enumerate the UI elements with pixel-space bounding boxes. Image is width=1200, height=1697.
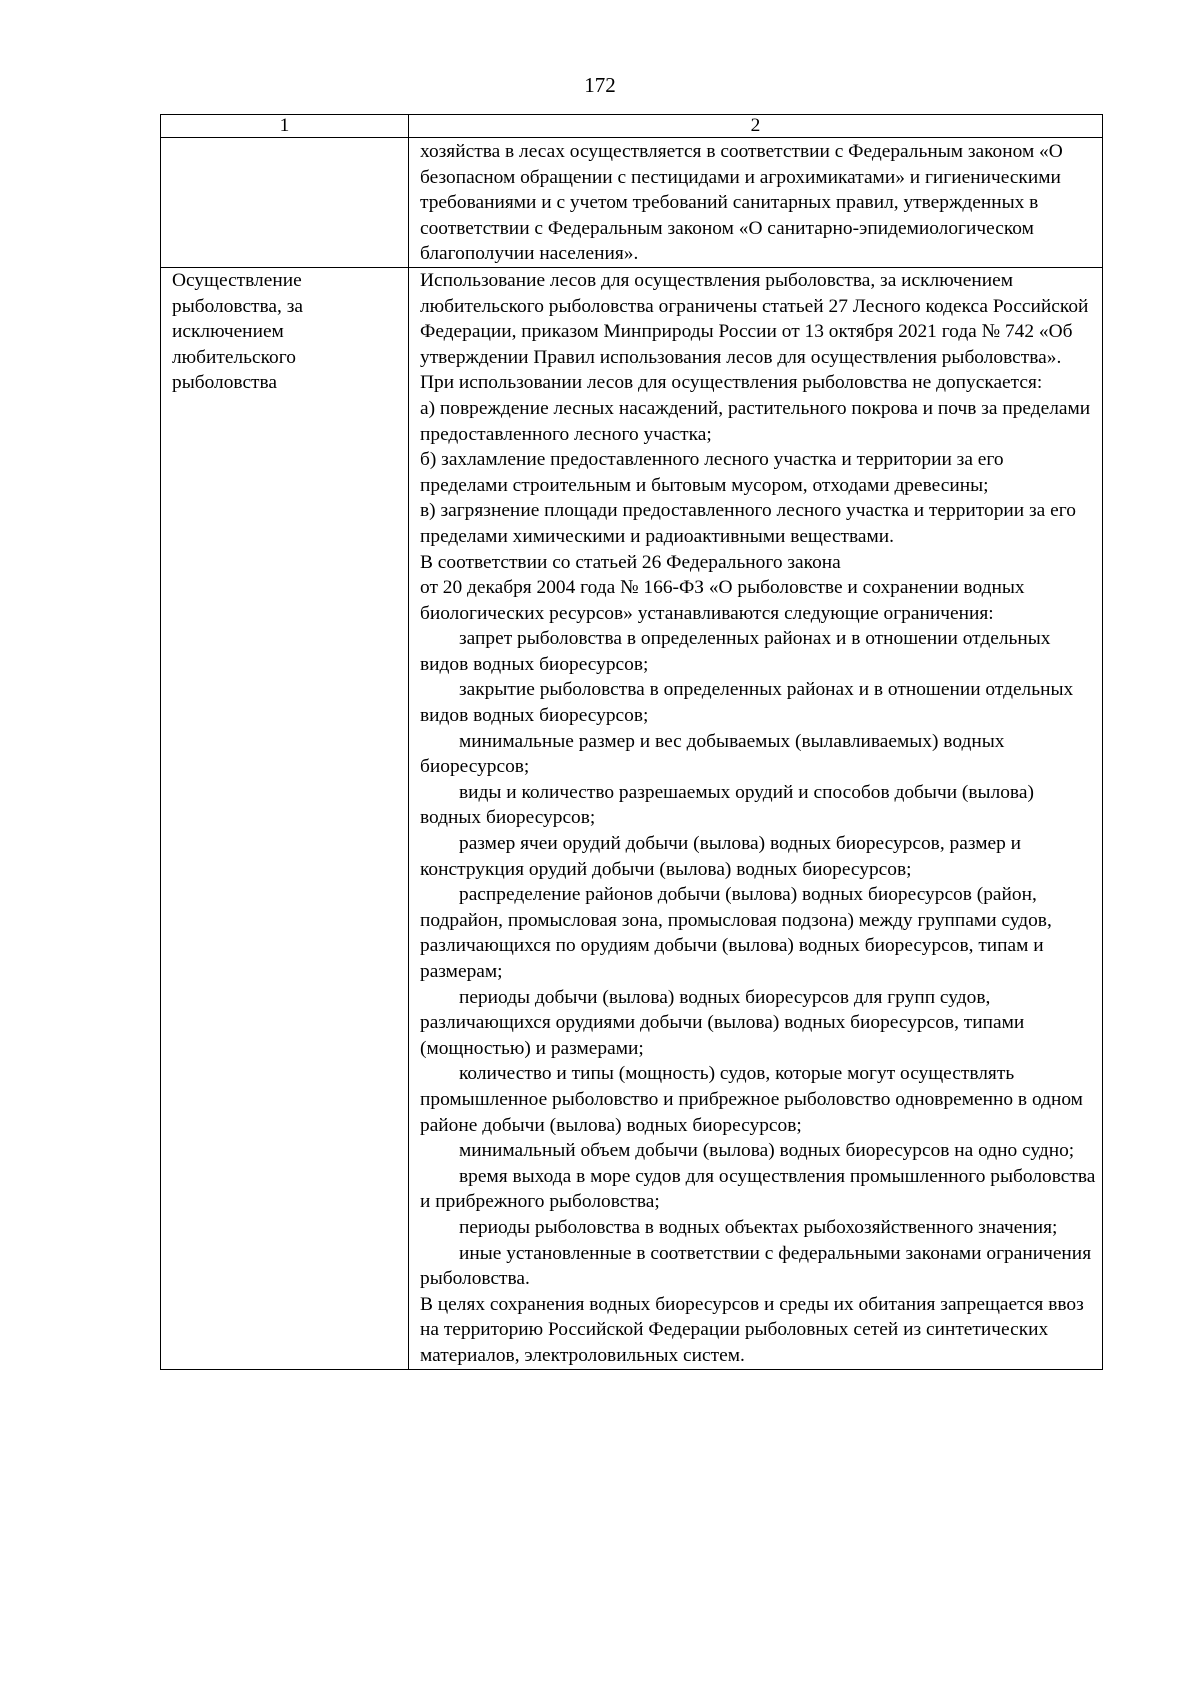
- restriction-item: периоды рыболовства в водных объектах рыбохозяйственного значения;: [459, 1216, 1058, 1238]
- paragraph: В целях сохранения водных биоресурсов и среды их обитания запрещается ввоз на территорию Российской Федерации рыболовных сетей из синтетических материалов, электроловильных систем.: [420, 1293, 1084, 1366]
- restriction-item: закрытие рыболовства в определенных районах и в отношении отдельных видов водных биоресурсов;: [420, 679, 1074, 727]
- paragraph: Использование лесов для осуществления рыболовства, за исключением любительского рыболовства ограничены статьей 27 Лесного кодекса Российской Федерации, приказом Минприроды России от 13 октября 2021 года № 742 «Об утверждении Правил использования лесов для осуществления рыболовства».: [420, 269, 1089, 368]
- table-row: [161, 267, 1103, 1369]
- list-item: б) захламление предоставленного лесного участка и территории за его пределами строительным и бытовым мусором, отходами древесины;: [420, 449, 1004, 496]
- activity-cell: [161, 138, 409, 268]
- paragraph: При использовании лесов для осуществления рыболовства не допускается:: [420, 372, 1043, 394]
- restriction-item: размер ячеи орудий добычи (вылова) водных биоресурсов, размер и конструкция орудий добычи (вылова) водных биоресурсов;: [420, 833, 1022, 880]
- regulation-table: [160, 114, 1103, 1370]
- requirements-cell: [409, 138, 1103, 268]
- paragraph: хозяйства в лесах осуществляется в соответствии с Федеральным законом «О безопасном обращении с пестицидами и агрохимикатами» и гигиеническими требованиями и с учетом требований санитарных правил, утвержденных в соответствии с Федеральным законом «О санитарно-эпидемиологическом благополучии населения».: [420, 141, 1063, 265]
- restriction-item: запрет рыболовства в определенных районах и в отношении отдельных видов водных биоресурсов;: [420, 628, 1051, 675]
- list-item: а) повреждение лесных насаждений, растительного покрова и почв за пределами предоставленного лесного участка;: [420, 397, 1091, 445]
- paragraph: В соответствии со статьей 26 Федерального закона: [420, 551, 841, 573]
- restriction-item: распределение районов добычи (вылова) водных биоресурсов (район, подрайон, промысловая зона, промысловая подзона) между группами судов, различающихся по орудиям добычи (вылова) водных биоресурсов, типам и размерам;: [420, 884, 1052, 982]
- restriction-item: виды и количество разрешаемых орудий и способов добычи (вылова) водных биоресурсов;: [420, 781, 1034, 829]
- restriction-item: минимальный объем добычи (вылова) водных биоресурсов на одно судно;: [459, 1140, 1075, 1162]
- requirements-cell: [409, 267, 1103, 1369]
- column-header: 2: [409, 115, 1103, 138]
- activity-label: Осуществление рыболовства, за исключением любительского рыболовства: [172, 269, 303, 394]
- page-number: 172: [584, 73, 616, 97]
- column-header: 1: [161, 115, 409, 138]
- restriction-item: количество и типы (мощность) судов, которые могут осуществлять промышленное рыболовство и прибрежное рыболовство одновременно в одном районе добычи (вылова) водных биоресурсов;: [420, 1063, 1083, 1136]
- restriction-item: минимальные размер и вес добываемых (вылавливаемых) водных биоресурсов;: [420, 730, 1005, 778]
- table-header-row: [161, 115, 1103, 138]
- restriction-item: время выхода в море судов для осуществления промышленного рыболовства и прибрежного рыболовства;: [420, 1165, 1096, 1213]
- list-item: в) загрязнение площади предоставленного лесного участка и территории за его пределами химическими и радиоактивными веществами.: [420, 500, 1076, 547]
- activity-cell: [161, 267, 409, 1369]
- restriction-item: периоды добычи (вылова) водных биоресурсов для групп судов, различающихся орудиями добычи (вылова) водных биоресурсов, типами (мощностью) и размерами;: [420, 986, 1025, 1059]
- restriction-item: иные установленные в соответствии с федеральными законами ограничения рыболовства.: [420, 1242, 1092, 1290]
- table-row: [161, 138, 1103, 268]
- paragraph: от 20 декабря 2004 года № 166-ФЗ «О рыболовстве и сохранении водных биологических ресурсов» устанавливаются следующие ограничения:: [420, 577, 1025, 624]
